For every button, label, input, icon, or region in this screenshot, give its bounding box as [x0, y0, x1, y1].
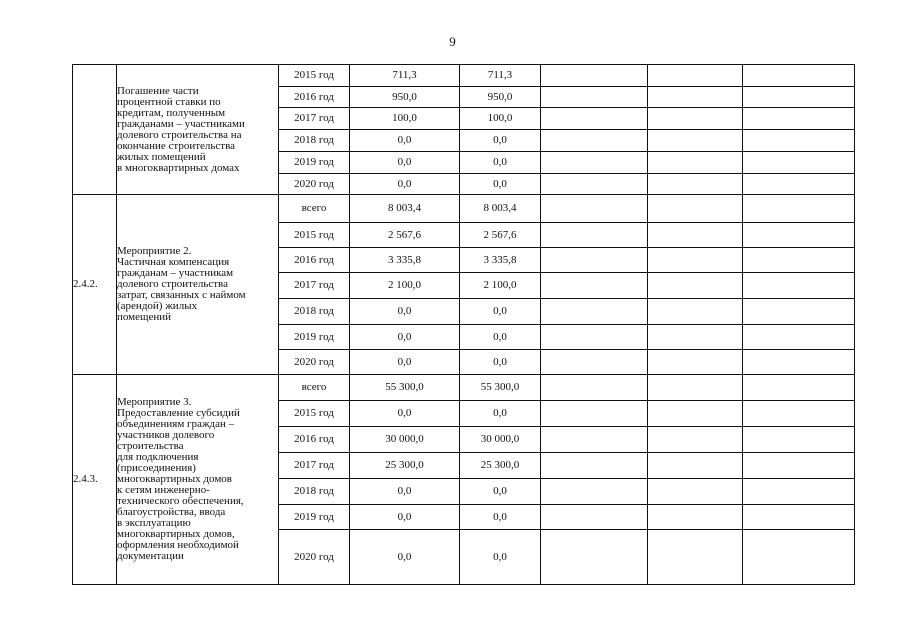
period-cell: 2018 год	[279, 130, 350, 152]
empty-cell	[743, 350, 855, 375]
period-cell: 2017 год	[279, 453, 350, 479]
description-line: к сетям инженерно-	[117, 484, 210, 496]
empty-cell	[541, 174, 648, 195]
period-cell: 2020 год	[279, 530, 350, 585]
description-line: в многоквартирных домах	[117, 161, 240, 174]
period-cell: всего	[279, 195, 350, 223]
empty-cell	[648, 530, 743, 585]
empty-cell	[648, 195, 743, 223]
amount-cell-budget: 25 300,0	[460, 453, 541, 479]
empty-cell	[648, 350, 743, 375]
period-cell: 2016 год	[279, 427, 350, 453]
empty-cell	[648, 299, 743, 325]
empty-cell	[648, 108, 743, 130]
amount-cell-budget: 30 000,0	[460, 427, 541, 453]
amount-cell-total: 0,0	[350, 325, 460, 350]
empty-cell	[648, 174, 743, 195]
description-line: процентной ставки по	[117, 95, 221, 108]
amount-cell-budget: 0,0	[460, 152, 541, 174]
empty-cell	[648, 427, 743, 453]
amount-cell-total: 0,0	[350, 350, 460, 375]
empty-cell	[541, 325, 648, 350]
empty-cell	[648, 223, 743, 248]
description-line: строительства	[117, 440, 184, 452]
description-line: долевого строительства	[117, 278, 228, 290]
empty-cell	[743, 401, 855, 427]
description-line: в эксплуатацию	[117, 517, 191, 529]
amount-cell-total: 0,0	[350, 174, 460, 195]
empty-cell	[648, 479, 743, 505]
amount-cell-budget: 0,0	[460, 350, 541, 375]
amount-cell-total: 0,0	[350, 401, 460, 427]
empty-cell	[743, 174, 855, 195]
table-row	[73, 195, 855, 223]
period-cell: всего	[279, 375, 350, 401]
amount-cell-total: 55 300,0	[350, 375, 460, 401]
description-line: (арендой) жилых	[117, 300, 198, 312]
period-cell: 2017 год	[279, 108, 350, 130]
empty-cell	[743, 479, 855, 505]
empty-cell	[648, 505, 743, 530]
empty-cell	[743, 273, 855, 299]
empty-cell	[648, 325, 743, 350]
item-number: 2.4.3.	[73, 375, 117, 585]
description-line: Предоставление субсидий	[117, 407, 240, 419]
item-number	[73, 65, 117, 195]
period-cell: 2015 год	[279, 65, 350, 87]
description-line: технического обеспечения,	[117, 495, 244, 507]
amount-cell-budget: 0,0	[460, 130, 541, 152]
description-line: затрат, связанных с наймом	[117, 289, 246, 301]
empty-cell	[743, 299, 855, 325]
description-line: оформления необходимой	[117, 539, 239, 551]
table-row	[73, 65, 855, 87]
item-description	[117, 65, 279, 195]
amount-cell-total: 2 567,6	[350, 223, 460, 248]
empty-cell	[648, 130, 743, 152]
amount-cell-budget: 3 335,8	[460, 248, 541, 273]
empty-cell	[541, 273, 648, 299]
description-line: благоустройства, ввода	[117, 506, 226, 518]
empty-cell	[648, 152, 743, 174]
amount-cell-budget: 0,0	[460, 479, 541, 505]
empty-cell	[743, 248, 855, 273]
empty-cell	[743, 87, 855, 108]
amount-cell-budget: 0,0	[460, 401, 541, 427]
period-cell: 2017 год	[279, 273, 350, 299]
description-line: многоквартирных домов	[117, 473, 232, 485]
amount-cell-total: 711,3	[350, 65, 460, 87]
amount-cell-budget: 0,0	[460, 174, 541, 195]
item-description	[117, 375, 279, 585]
period-cell: 2020 год	[279, 174, 350, 195]
amount-cell-budget: 0,0	[460, 530, 541, 585]
description-line: Частичная компенсация	[117, 256, 230, 268]
item-description	[117, 195, 279, 375]
amount-cell-budget: 950,0	[460, 87, 541, 108]
description-line: (присоединения)	[117, 462, 196, 474]
empty-cell	[648, 273, 743, 299]
description-line: жилых помещений	[117, 150, 206, 163]
empty-cell	[541, 87, 648, 108]
empty-cell	[541, 248, 648, 273]
amount-cell-budget: 0,0	[460, 505, 541, 530]
empty-cell	[541, 299, 648, 325]
amount-cell-budget: 100,0	[460, 108, 541, 130]
empty-cell	[541, 108, 648, 130]
amount-cell-budget: 0,0	[460, 325, 541, 350]
amount-cell-budget: 8 003,4	[460, 195, 541, 223]
period-cell: 2018 год	[279, 299, 350, 325]
period-cell: 2019 год	[279, 325, 350, 350]
description-line: кредитам, полученным	[117, 106, 226, 119]
description-line: гражданам – участникам	[117, 267, 234, 279]
empty-cell	[743, 427, 855, 453]
empty-cell	[541, 453, 648, 479]
description-line: объединениям граждан –	[117, 418, 235, 430]
empty-cell	[541, 401, 648, 427]
empty-cell	[541, 65, 648, 87]
amount-cell-total: 0,0	[350, 130, 460, 152]
amount-cell-budget: 2 100,0	[460, 273, 541, 299]
empty-cell	[541, 223, 648, 248]
page-number: 9	[449, 34, 456, 49]
description-line: для подключения	[117, 451, 199, 463]
empty-cell	[743, 152, 855, 174]
empty-cell	[648, 453, 743, 479]
description-line: помещений	[117, 311, 172, 323]
empty-cell	[541, 530, 648, 585]
period-cell: 2015 год	[279, 401, 350, 427]
amount-cell-total: 100,0	[350, 108, 460, 130]
description-line: Мероприятие 3.	[117, 396, 192, 408]
empty-cell	[541, 130, 648, 152]
period-cell: 2016 год	[279, 248, 350, 273]
table-row	[73, 375, 855, 401]
period-cell: 2020 год	[279, 350, 350, 375]
amount-cell-total: 0,0	[350, 479, 460, 505]
description-line: гражданами – участниками	[117, 117, 245, 130]
description-line: окончание строительства	[117, 139, 236, 152]
empty-cell	[743, 223, 855, 248]
period-cell: 2015 год	[279, 223, 350, 248]
empty-cell	[743, 505, 855, 530]
amount-cell-total: 3 335,8	[350, 248, 460, 273]
period-cell: 2019 год	[279, 152, 350, 174]
amount-cell-budget: 711,3	[460, 65, 541, 87]
description-line: документации	[117, 550, 184, 562]
empty-cell	[743, 325, 855, 350]
amount-cell-total: 0,0	[350, 505, 460, 530]
amount-cell-total: 0,0	[350, 299, 460, 325]
description-line: многоквартирных домов,	[117, 528, 235, 540]
empty-cell	[648, 65, 743, 87]
empty-cell	[743, 130, 855, 152]
empty-cell	[541, 195, 648, 223]
empty-cell	[541, 152, 648, 174]
budget-table	[72, 64, 855, 585]
empty-cell	[743, 530, 855, 585]
empty-cell	[541, 505, 648, 530]
description-line: долевого строительства на	[117, 128, 242, 141]
empty-cell	[648, 248, 743, 273]
description-line: Погашение части	[117, 84, 199, 97]
amount-cell-total: 30 000,0	[350, 427, 460, 453]
period-cell: 2016 год	[279, 87, 350, 108]
period-cell: 2018 год	[279, 479, 350, 505]
amount-cell-budget: 55 300,0	[460, 375, 541, 401]
amount-cell-total: 8 003,4	[350, 195, 460, 223]
empty-cell	[743, 65, 855, 87]
empty-cell	[648, 401, 743, 427]
amount-cell-total: 2 100,0	[350, 273, 460, 299]
period-cell: 2019 год	[279, 505, 350, 530]
item-number: 2.4.2.	[73, 195, 117, 375]
amount-cell-total: 950,0	[350, 87, 460, 108]
empty-cell	[648, 375, 743, 401]
table-body	[73, 65, 855, 585]
amount-cell-budget: 2 567,6	[460, 223, 541, 248]
empty-cell	[541, 375, 648, 401]
description-line: участников долевого	[117, 429, 215, 441]
empty-cell	[743, 375, 855, 401]
empty-cell	[541, 427, 648, 453]
amount-cell-budget: 0,0	[460, 299, 541, 325]
empty-cell	[541, 479, 648, 505]
empty-cell	[743, 195, 855, 223]
amount-cell-total: 25 300,0	[350, 453, 460, 479]
empty-cell	[541, 350, 648, 375]
empty-cell	[648, 87, 743, 108]
empty-cell	[743, 453, 855, 479]
amount-cell-total: 0,0	[350, 152, 460, 174]
empty-cell	[743, 108, 855, 130]
amount-cell-total: 0,0	[350, 530, 460, 585]
description-line: Мероприятие 2.	[117, 245, 192, 257]
